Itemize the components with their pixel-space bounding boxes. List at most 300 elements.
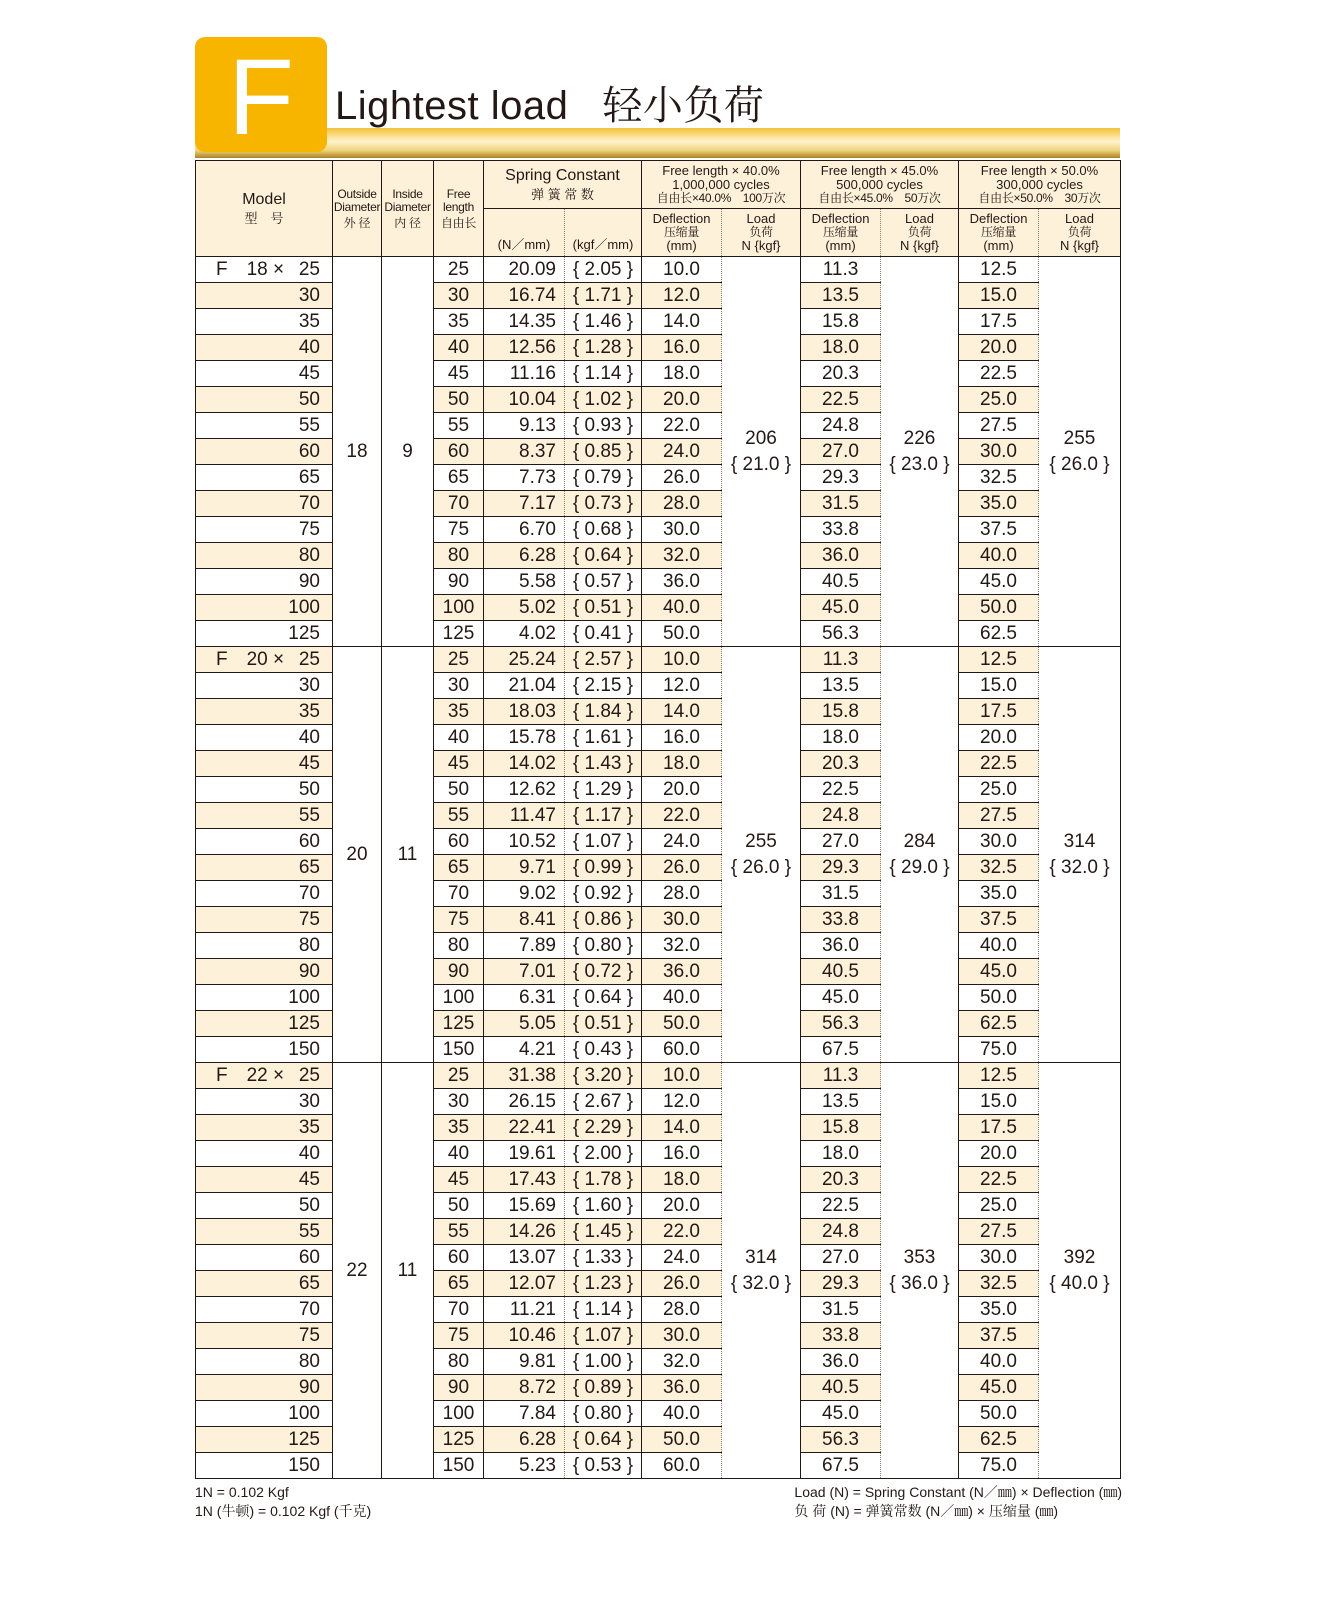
model-cell: F 22 × 25: [196, 1063, 333, 1089]
model-cell: 150: [196, 1037, 333, 1063]
spring-constant-n-cell: 10.04: [484, 387, 565, 413]
spring-constant-n-cell: 4.21: [484, 1037, 565, 1063]
spring-constant-n-cell: 7.01: [484, 959, 565, 985]
spring-constant-n-cell: 8.37: [484, 439, 565, 465]
model-cell: 35: [196, 309, 333, 335]
spring-constant-kgf-cell: { 1.28 }: [565, 335, 642, 361]
deflection-40-cell: 28.0: [642, 1297, 722, 1323]
inside-diameter-cell: 9: [382, 257, 434, 647]
deflection-45-cell: 29.3: [801, 1271, 881, 1297]
spring-constant-n-cell: 8.72: [484, 1375, 565, 1401]
model-cell: 100: [196, 985, 333, 1011]
free-length-cell: 80: [434, 1349, 484, 1375]
spring-constant-kgf-cell: { 1.45 }: [565, 1219, 642, 1245]
model-cell: 60: [196, 1245, 333, 1271]
deflection-45-cell: 20.3: [801, 1167, 881, 1193]
load-formula-note: Load (N) = Spring Constant (N／㎜) × Deflection (㎜) 负 荷 (N) = 弹簧常数 (N／㎜) × 压缩量 (㎜): [794, 1484, 1122, 1519]
spring-constant-n-cell: 11.47: [484, 803, 565, 829]
deflection-50-cell: 35.0: [959, 491, 1039, 517]
free-length-cell: 70: [434, 491, 484, 517]
spring-constant-kgf-cell: { 2.05 }: [565, 257, 642, 283]
free-length-cell: 60: [434, 1245, 484, 1271]
col-load-40: Load 负荷 N {kgf}: [722, 209, 801, 257]
free-length-cell: 75: [434, 517, 484, 543]
deflection-40-cell: 24.0: [642, 829, 722, 855]
spring-constant-kgf-cell: { 1.02 }: [565, 387, 642, 413]
deflection-40-cell: 60.0: [642, 1037, 722, 1063]
deflection-50-cell: 40.0: [959, 1349, 1039, 1375]
free-length-cell: 125: [434, 1011, 484, 1037]
model-cell: 125: [196, 1011, 333, 1037]
deflection-50-cell: 37.5: [959, 517, 1039, 543]
deflection-45-cell: 36.0: [801, 1349, 881, 1375]
deflection-50-cell: 30.0: [959, 829, 1039, 855]
spring-constant-n-cell: 9.13: [484, 413, 565, 439]
spring-constant-kgf-cell: { 0.53 }: [565, 1453, 642, 1479]
deflection-45-cell: 40.5: [801, 1375, 881, 1401]
deflection-40-cell: 14.0: [642, 1115, 722, 1141]
table-body: [196, 257, 1121, 1479]
free-length-cell: 70: [434, 1297, 484, 1323]
spring-constant-n-cell: 19.61: [484, 1141, 565, 1167]
model-cell: 100: [196, 1401, 333, 1427]
model-cell: 55: [196, 803, 333, 829]
footer-notes: [195, 1483, 1120, 1523]
table-row: [196, 1063, 1121, 1089]
free-length-cell: 90: [434, 569, 484, 595]
model-cell: 40: [196, 335, 333, 361]
series-badge: [195, 36, 327, 157]
model-cell: 90: [196, 569, 333, 595]
free-length-cell: 50: [434, 777, 484, 803]
spring-constant-kgf-cell: { 1.14 }: [565, 1297, 642, 1323]
deflection-50-cell: 45.0: [959, 959, 1039, 985]
spring-constant-n-cell: 12.62: [484, 777, 565, 803]
deflection-50-cell: 20.0: [959, 335, 1039, 361]
spring-constant-kgf-cell: { 2.15 }: [565, 673, 642, 699]
model-cell: 65: [196, 855, 333, 881]
model-cell: 100: [196, 595, 333, 621]
free-length-cell: 40: [434, 335, 484, 361]
spring-constant-kgf-cell: { 0.51 }: [565, 1011, 642, 1037]
model-cell: 70: [196, 491, 333, 517]
deflection-40-cell: 40.0: [642, 985, 722, 1011]
spring-constant-n-cell: 9.02: [484, 881, 565, 907]
free-length-cell: 75: [434, 1323, 484, 1349]
load-50-cell: 255 { 26.0 }: [1039, 257, 1121, 647]
deflection-40-cell: 16.0: [642, 1141, 722, 1167]
model-cell: 45: [196, 1167, 333, 1193]
free-length-cell: 100: [434, 1401, 484, 1427]
model-cell: 75: [196, 1323, 333, 1349]
model-cell: 80: [196, 933, 333, 959]
free-length-cell: 40: [434, 1141, 484, 1167]
deflection-40-cell: 10.0: [642, 257, 722, 283]
free-length-cell: 75: [434, 907, 484, 933]
deflection-50-cell: 22.5: [959, 1167, 1039, 1193]
deflection-40-cell: 26.0: [642, 855, 722, 881]
deflection-50-cell: 27.5: [959, 1219, 1039, 1245]
col-inside-diameter: Inside Diameter 内 径: [382, 161, 434, 257]
spring-constant-kgf-cell: { 0.80 }: [565, 933, 642, 959]
deflection-40-cell: 30.0: [642, 907, 722, 933]
deflection-40-cell: 30.0: [642, 517, 722, 543]
spring-spec-table: [195, 160, 1121, 1479]
deflection-50-cell: 62.5: [959, 1011, 1039, 1037]
deflection-40-cell: 50.0: [642, 621, 722, 647]
deflection-50-cell: 32.5: [959, 465, 1039, 491]
deflection-45-cell: 27.0: [801, 439, 881, 465]
spring-constant-kgf-cell: { 0.86 }: [565, 907, 642, 933]
free-length-cell: 35: [434, 1115, 484, 1141]
model-cell: 45: [196, 751, 333, 777]
deflection-45-cell: 18.0: [801, 725, 881, 751]
table-header: [196, 161, 1121, 257]
col-spring-constant-kgf: (kgf／mm): [565, 209, 642, 257]
spring-constant-n-cell: 13.07: [484, 1245, 565, 1271]
col-deflection-40: Deflection 压缩量 (mm): [642, 209, 722, 257]
deflection-50-cell: 15.0: [959, 673, 1039, 699]
spring-constant-kgf-cell: { 1.60 }: [565, 1193, 642, 1219]
model-cell: 50: [196, 777, 333, 803]
deflection-40-cell: 24.0: [642, 439, 722, 465]
col-spring-constant: Spring Constant 弹 簧 常 数: [484, 161, 642, 209]
inside-diameter-cell: 11: [382, 647, 434, 1063]
free-length-cell: 90: [434, 1375, 484, 1401]
table-row: [196, 257, 1121, 283]
deflection-50-cell: 27.5: [959, 803, 1039, 829]
deflection-50-cell: 40.0: [959, 543, 1039, 569]
model-cell: 50: [196, 1193, 333, 1219]
spring-constant-kgf-cell: { 0.64 }: [565, 1427, 642, 1453]
model-cell: 50: [196, 387, 333, 413]
deflection-45-cell: 67.5: [801, 1453, 881, 1479]
deflection-50-cell: 50.0: [959, 1401, 1039, 1427]
deflection-40-cell: 12.0: [642, 673, 722, 699]
deflection-40-cell: 12.0: [642, 283, 722, 309]
spring-constant-n-cell: 5.02: [484, 595, 565, 621]
spring-constant-kgf-cell: { 3.20 }: [565, 1063, 642, 1089]
free-length-cell: 55: [434, 413, 484, 439]
col-spring-constant-n: (N／mm): [484, 209, 565, 257]
deflection-40-cell: 12.0: [642, 1089, 722, 1115]
model-cell: 65: [196, 1271, 333, 1297]
deflection-45-cell: 45.0: [801, 595, 881, 621]
model-cell: 75: [196, 907, 333, 933]
deflection-50-cell: 12.5: [959, 1063, 1039, 1089]
free-length-cell: 25: [434, 257, 484, 283]
spec-page: [195, 37, 1120, 1523]
deflection-40-cell: 36.0: [642, 959, 722, 985]
model-cell: 45: [196, 361, 333, 387]
deflection-40-cell: 20.0: [642, 1193, 722, 1219]
deflection-45-cell: 13.5: [801, 1089, 881, 1115]
model-cell: 65: [196, 465, 333, 491]
deflection-40-cell: 40.0: [642, 1401, 722, 1427]
free-length-cell: 60: [434, 829, 484, 855]
spring-constant-n-cell: 14.02: [484, 751, 565, 777]
load-40-cell: 314 { 32.0 }: [722, 1063, 801, 1479]
deflection-50-cell: 20.0: [959, 1141, 1039, 1167]
col-outside-diameter: Outside Diameter 外 径: [333, 161, 382, 257]
spring-constant-n-cell: 18.03: [484, 699, 565, 725]
model-cell: 80: [196, 1349, 333, 1375]
spring-constant-kgf-cell: { 1.43 }: [565, 751, 642, 777]
deflection-50-cell: 35.0: [959, 1297, 1039, 1323]
spring-constant-n-cell: 11.16: [484, 361, 565, 387]
deflection-50-cell: 62.5: [959, 621, 1039, 647]
spring-constant-n-cell: 15.69: [484, 1193, 565, 1219]
deflection-40-cell: 22.0: [642, 1219, 722, 1245]
deflection-50-cell: 17.5: [959, 699, 1039, 725]
deflection-50-cell: 12.5: [959, 647, 1039, 673]
spring-constant-kgf-cell: { 1.84 }: [565, 699, 642, 725]
spring-constant-n-cell: 12.56: [484, 335, 565, 361]
spring-constant-kgf-cell: { 1.07 }: [565, 1323, 642, 1349]
model-cell: 75: [196, 517, 333, 543]
free-length-cell: 80: [434, 543, 484, 569]
spring-constant-n-cell: 10.52: [484, 829, 565, 855]
spring-constant-kgf-cell: { 1.33 }: [565, 1245, 642, 1271]
deflection-40-cell: 30.0: [642, 1323, 722, 1349]
model-cell: 30: [196, 673, 333, 699]
spring-constant-n-cell: 14.26: [484, 1219, 565, 1245]
col-group-40: Free length × 40.0% 1,000,000 cycles 自由长×40.0% 100万次: [642, 161, 801, 209]
free-length-cell: 25: [434, 1063, 484, 1089]
outside-diameter-cell: 22: [333, 1063, 382, 1479]
col-group-50: Free length × 50.0% 300,000 cycles 自由长×50.0% 30万次: [959, 161, 1121, 209]
deflection-40-cell: 28.0: [642, 881, 722, 907]
free-length-cell: 50: [434, 387, 484, 413]
free-length-cell: 55: [434, 803, 484, 829]
free-length-cell: 80: [434, 933, 484, 959]
deflection-40-cell: 32.0: [642, 933, 722, 959]
deflection-50-cell: 15.0: [959, 1089, 1039, 1115]
page-title: [335, 83, 764, 129]
deflection-40-cell: 10.0: [642, 1063, 722, 1089]
spring-constant-kgf-cell: { 0.43 }: [565, 1037, 642, 1063]
deflection-50-cell: 50.0: [959, 985, 1039, 1011]
col-deflection-50: Deflection 压缩量 (mm): [959, 209, 1039, 257]
spring-constant-kgf-cell: { 1.00 }: [565, 1349, 642, 1375]
deflection-45-cell: 56.3: [801, 1427, 881, 1453]
deflection-40-cell: 24.0: [642, 1245, 722, 1271]
spring-constant-kgf-cell: { 0.64 }: [565, 985, 642, 1011]
spring-constant-kgf-cell: { 1.29 }: [565, 777, 642, 803]
model-cell: 40: [196, 1141, 333, 1167]
outside-diameter-cell: 18: [333, 257, 382, 647]
spring-constant-kgf-cell: { 0.80 }: [565, 1401, 642, 1427]
free-length-cell: 125: [434, 621, 484, 647]
deflection-45-cell: 33.8: [801, 517, 881, 543]
free-length-cell: 30: [434, 673, 484, 699]
spring-constant-n-cell: 7.89: [484, 933, 565, 959]
spring-constant-kgf-cell: { 1.17 }: [565, 803, 642, 829]
deflection-50-cell: 22.5: [959, 751, 1039, 777]
spring-constant-kgf-cell: { 1.14 }: [565, 361, 642, 387]
title-banner: [195, 37, 1120, 160]
model-cell: 125: [196, 621, 333, 647]
spring-constant-kgf-cell: { 1.78 }: [565, 1167, 642, 1193]
free-length-cell: 60: [434, 439, 484, 465]
col-deflection-45: Deflection 压缩量 (mm): [801, 209, 881, 257]
deflection-40-cell: 14.0: [642, 309, 722, 335]
deflection-45-cell: 45.0: [801, 1401, 881, 1427]
deflection-40-cell: 40.0: [642, 595, 722, 621]
deflection-50-cell: 75.0: [959, 1037, 1039, 1063]
deflection-45-cell: 24.8: [801, 1219, 881, 1245]
free-length-cell: 35: [434, 309, 484, 335]
deflection-45-cell: 15.8: [801, 1115, 881, 1141]
spring-constant-n-cell: 26.15: [484, 1089, 565, 1115]
deflection-40-cell: 36.0: [642, 1375, 722, 1401]
deflection-40-cell: 16.0: [642, 335, 722, 361]
deflection-45-cell: 22.5: [801, 777, 881, 803]
deflection-40-cell: 32.0: [642, 1349, 722, 1375]
spring-constant-kgf-cell: { 0.92 }: [565, 881, 642, 907]
deflection-50-cell: 15.0: [959, 283, 1039, 309]
model-cell: F 20 × 25: [196, 647, 333, 673]
free-length-cell: 65: [434, 465, 484, 491]
spring-constant-n-cell: 15.78: [484, 725, 565, 751]
model-cell: 60: [196, 829, 333, 855]
spring-constant-n-cell: 16.74: [484, 283, 565, 309]
spring-constant-n-cell: 25.24: [484, 647, 565, 673]
deflection-45-cell: 11.3: [801, 257, 881, 283]
deflection-50-cell: 37.5: [959, 1323, 1039, 1349]
spring-constant-kgf-cell: { 1.07 }: [565, 829, 642, 855]
deflection-40-cell: 20.0: [642, 387, 722, 413]
deflection-40-cell: 14.0: [642, 699, 722, 725]
deflection-45-cell: 33.8: [801, 1323, 881, 1349]
model-cell: 80: [196, 543, 333, 569]
spring-constant-n-cell: 9.71: [484, 855, 565, 881]
spring-constant-kgf-cell: { 0.68 }: [565, 517, 642, 543]
col-model: Model 型 号: [196, 161, 333, 257]
col-load-45: Load 负荷 N {kgf}: [881, 209, 959, 257]
deflection-50-cell: 75.0: [959, 1453, 1039, 1479]
deflection-40-cell: 50.0: [642, 1427, 722, 1453]
free-length-cell: 30: [434, 1089, 484, 1115]
free-length-cell: 150: [434, 1453, 484, 1479]
free-length-cell: 100: [434, 985, 484, 1011]
spring-constant-kgf-cell: { 2.67 }: [565, 1089, 642, 1115]
deflection-50-cell: 40.0: [959, 933, 1039, 959]
deflection-45-cell: 36.0: [801, 933, 881, 959]
deflection-45-cell: 11.3: [801, 1063, 881, 1089]
deflection-45-cell: 22.5: [801, 1193, 881, 1219]
deflection-50-cell: 17.5: [959, 309, 1039, 335]
model-cell: 40: [196, 725, 333, 751]
deflection-45-cell: 31.5: [801, 1297, 881, 1323]
spring-constant-n-cell: 10.46: [484, 1323, 565, 1349]
deflection-50-cell: 12.5: [959, 257, 1039, 283]
spring-constant-kgf-cell: { 0.93 }: [565, 413, 642, 439]
spring-constant-kgf-cell: { 0.73 }: [565, 491, 642, 517]
spring-constant-kgf-cell: { 1.46 }: [565, 309, 642, 335]
deflection-50-cell: 50.0: [959, 595, 1039, 621]
model-cell: 35: [196, 699, 333, 725]
deflection-50-cell: 32.5: [959, 1271, 1039, 1297]
deflection-40-cell: 22.0: [642, 413, 722, 439]
deflection-45-cell: 18.0: [801, 335, 881, 361]
deflection-50-cell: 62.5: [959, 1427, 1039, 1453]
model-cell: 150: [196, 1453, 333, 1479]
free-length-cell: 45: [434, 1167, 484, 1193]
spring-constant-kgf-cell: { 2.57 }: [565, 647, 642, 673]
free-length-cell: 55: [434, 1219, 484, 1245]
title-en: Lightest load: [335, 84, 569, 128]
deflection-50-cell: 30.0: [959, 439, 1039, 465]
deflection-50-cell: 30.0: [959, 1245, 1039, 1271]
spring-constant-n-cell: 17.43: [484, 1167, 565, 1193]
spring-constant-n-cell: 6.31: [484, 985, 565, 1011]
deflection-45-cell: 33.8: [801, 907, 881, 933]
deflection-50-cell: 25.0: [959, 1193, 1039, 1219]
deflection-40-cell: 16.0: [642, 725, 722, 751]
spring-constant-n-cell: 6.28: [484, 1427, 565, 1453]
deflection-40-cell: 22.0: [642, 803, 722, 829]
spring-constant-n-cell: 7.73: [484, 465, 565, 491]
spring-constant-kgf-cell: { 0.89 }: [565, 1375, 642, 1401]
deflection-45-cell: 15.8: [801, 699, 881, 725]
spring-constant-n-cell: 7.17: [484, 491, 565, 517]
deflection-45-cell: 27.0: [801, 1245, 881, 1271]
deflection-50-cell: 37.5: [959, 907, 1039, 933]
deflection-40-cell: 26.0: [642, 1271, 722, 1297]
col-free-length: Free length 自由长: [434, 161, 484, 257]
spring-constant-kgf-cell: { 2.00 }: [565, 1141, 642, 1167]
free-length-cell: 45: [434, 751, 484, 777]
deflection-40-cell: 50.0: [642, 1011, 722, 1037]
spring-constant-n-cell: 5.23: [484, 1453, 565, 1479]
spring-constant-n-cell: 5.05: [484, 1011, 565, 1037]
spring-constant-n-cell: 9.81: [484, 1349, 565, 1375]
free-length-cell: 65: [434, 855, 484, 881]
deflection-45-cell: 29.3: [801, 855, 881, 881]
deflection-50-cell: 35.0: [959, 881, 1039, 907]
spring-constant-kgf-cell: { 1.61 }: [565, 725, 642, 751]
spring-constant-n-cell: 4.02: [484, 621, 565, 647]
model-cell: 70: [196, 881, 333, 907]
deflection-45-cell: 40.5: [801, 959, 881, 985]
deflection-40-cell: 36.0: [642, 569, 722, 595]
spring-constant-kgf-cell: { 0.41 }: [565, 621, 642, 647]
deflection-50-cell: 32.5: [959, 855, 1039, 881]
unit-conversion-note: 1N = 0.102 Kgf 1N (牛顿) = 0.102 Kgf (千克): [195, 1484, 372, 1519]
deflection-50-cell: 25.0: [959, 777, 1039, 803]
spring-constant-kgf-cell: { 0.51 }: [565, 595, 642, 621]
deflection-40-cell: 28.0: [642, 491, 722, 517]
deflection-50-cell: 17.5: [959, 1115, 1039, 1141]
load-40-cell: 255 { 26.0 }: [722, 647, 801, 1063]
deflection-45-cell: 24.8: [801, 413, 881, 439]
spring-constant-kgf-cell: { 0.72 }: [565, 959, 642, 985]
title-cn: 轻小负荷: [602, 84, 765, 128]
deflection-50-cell: 27.5: [959, 413, 1039, 439]
spring-constant-n-cell: 12.07: [484, 1271, 565, 1297]
model-cell: 30: [196, 1089, 333, 1115]
deflection-45-cell: 15.8: [801, 309, 881, 335]
spring-constant-kgf-cell: { 1.23 }: [565, 1271, 642, 1297]
deflection-45-cell: 27.0: [801, 829, 881, 855]
model-cell: 55: [196, 413, 333, 439]
col-group-45: Free length × 45.0% 500,000 cycles 自由长×45.0% 50万次: [801, 161, 959, 209]
deflection-50-cell: 25.0: [959, 387, 1039, 413]
deflection-50-cell: 45.0: [959, 1375, 1039, 1401]
free-length-cell: 40: [434, 725, 484, 751]
deflection-45-cell: 22.5: [801, 387, 881, 413]
